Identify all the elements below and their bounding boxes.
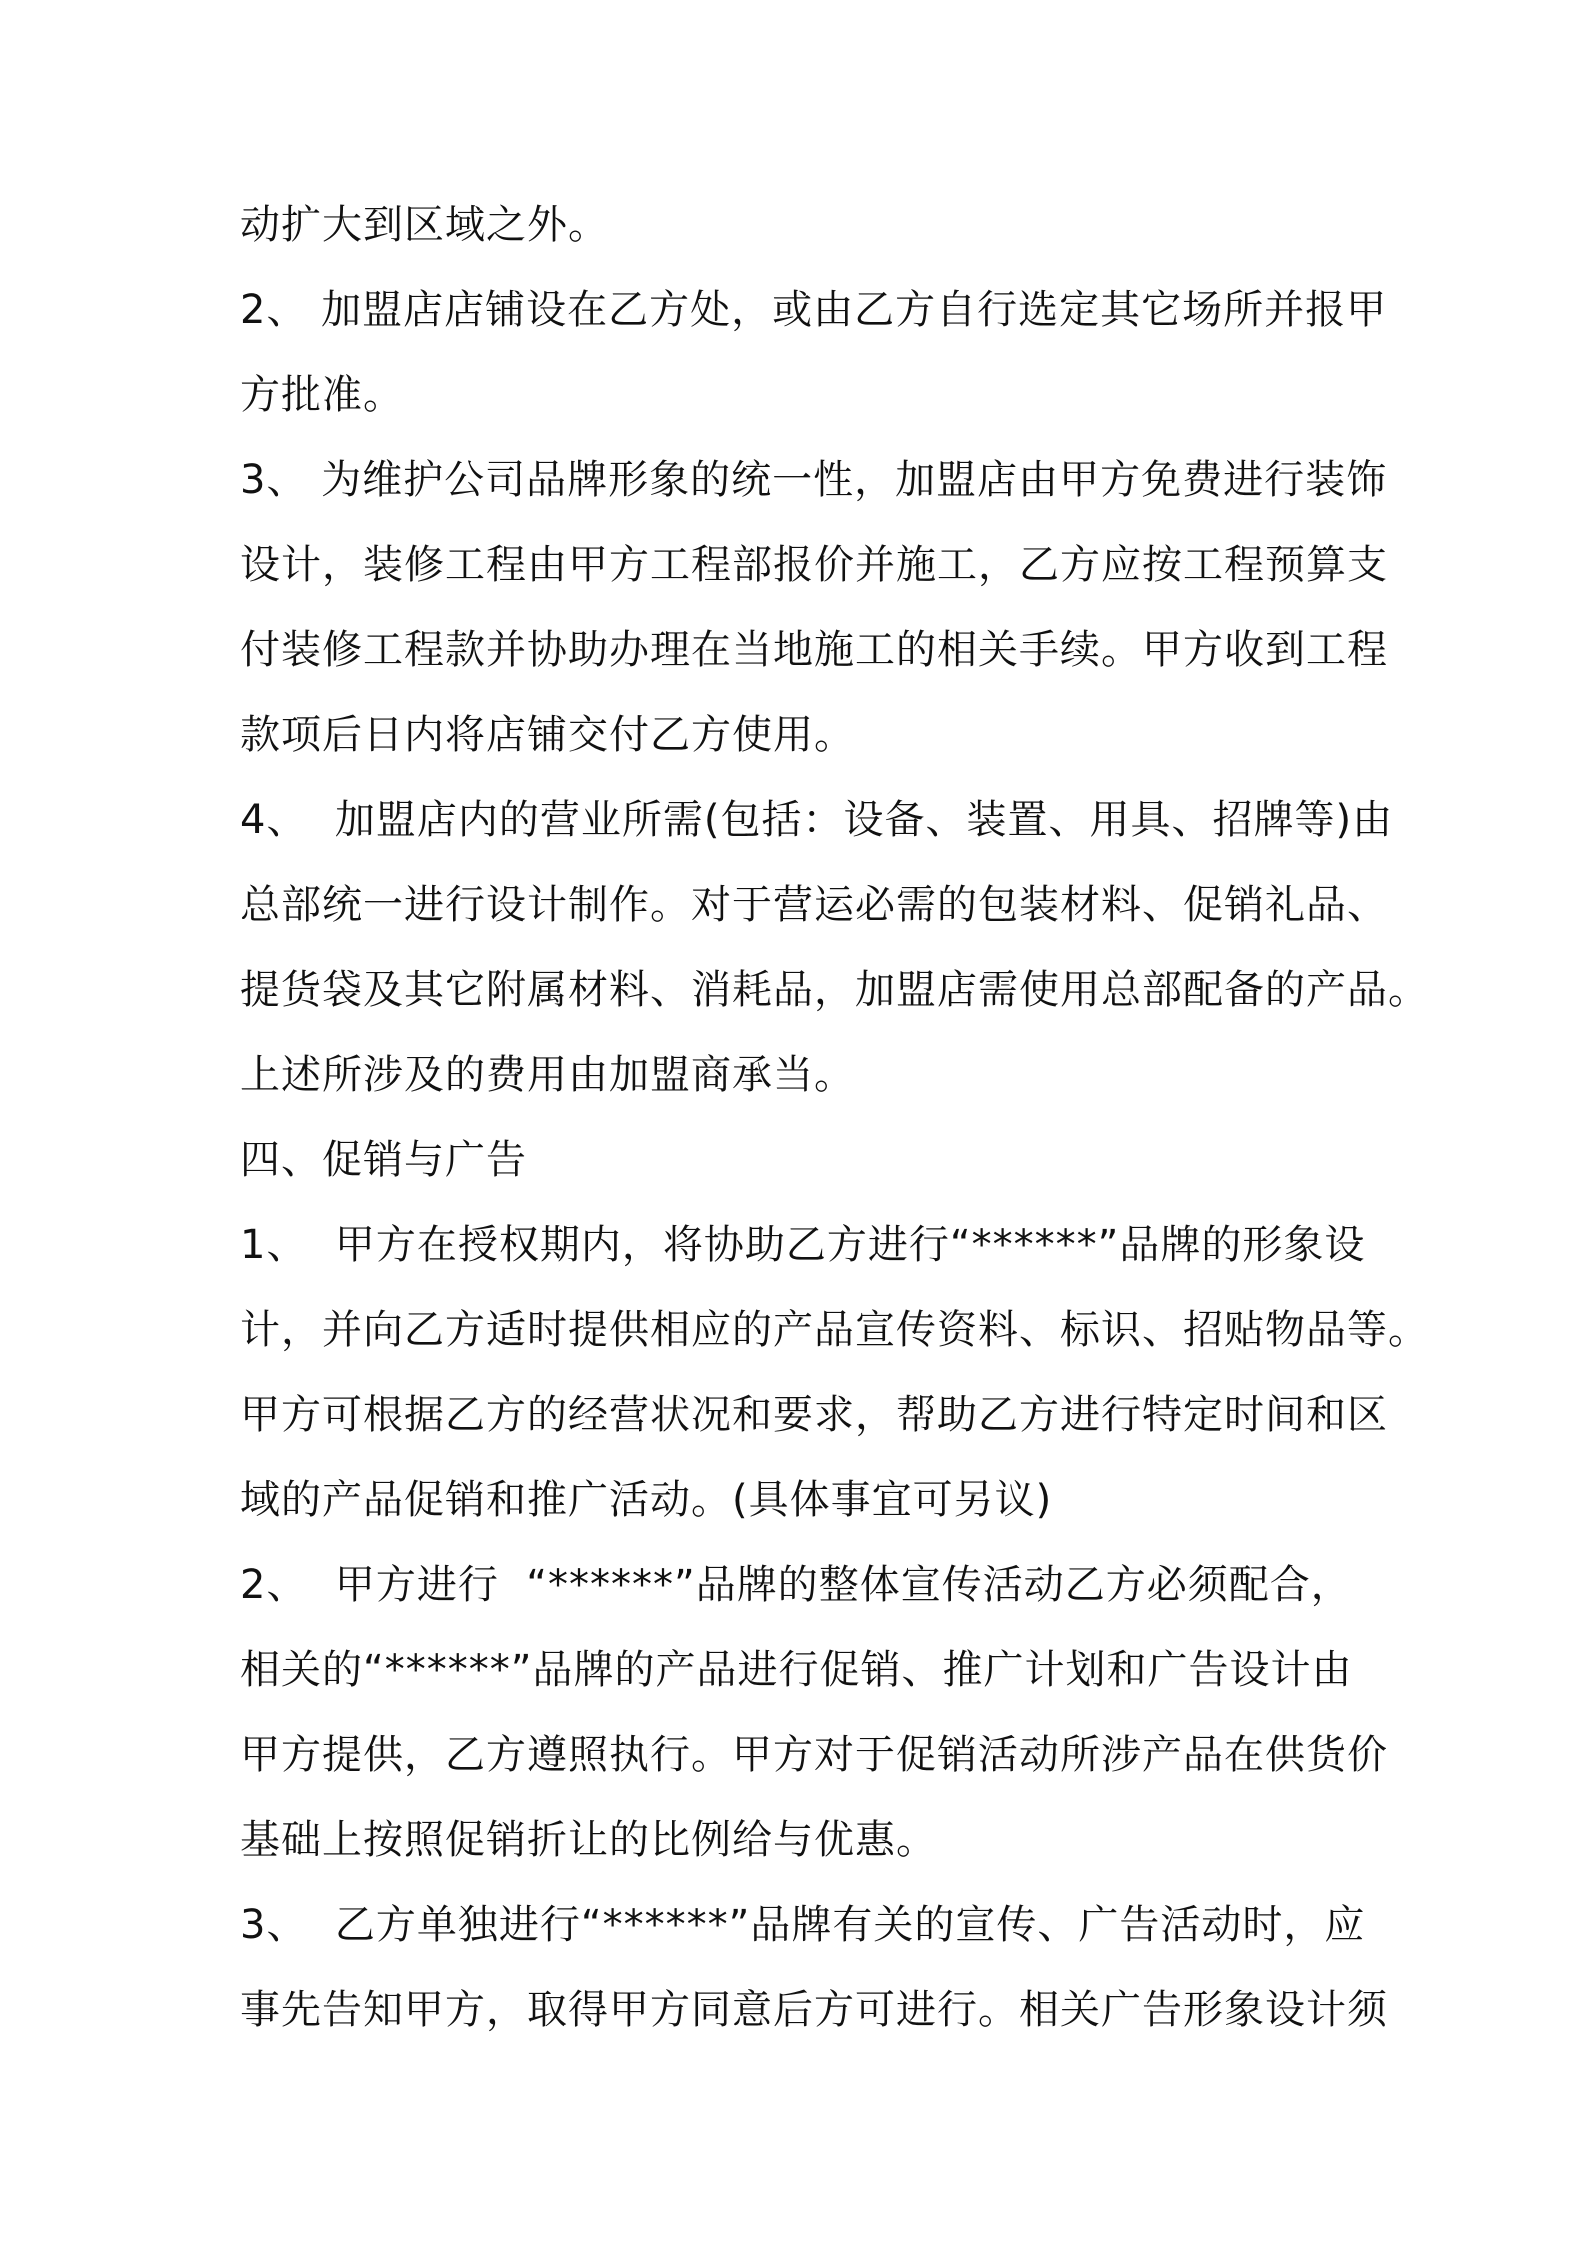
text-line: 提货袋及其它附属材料、消耗品，加盟店需使用总部配备的产品。 [240, 967, 1429, 1013]
clause-3-line: 3、 为维护公司品牌形象的统一性，加盟店由甲方免费进行装饰 [240, 457, 1388, 503]
text-line: 方批准。 [240, 372, 404, 418]
text-line: 甲方提供，乙方遵照执行。甲方对于促销活动所涉产品在供货价 [240, 1732, 1388, 1778]
text-line: 总部统一进行设计制作。对于营运必需的包装材料、促销礼品、 [240, 882, 1388, 928]
text-line: 域的产品促销和推广活动。(具体事宜可另议) [240, 1477, 1053, 1523]
clause-2-line: 2、 甲方进行 “******”品牌的整体宣传活动乙方必须配合， [240, 1562, 1352, 1608]
clause-2-line: 2、 加盟店店铺设在乙方处，或由乙方自行选定其它场所并报甲 [240, 287, 1388, 333]
clause-1-line: 1、 甲方在授权期内，将协助乙方进行“******”品牌的形象设 [240, 1222, 1366, 1268]
text-line: 相关的“******”品牌的产品进行促销、推广计划和广告设计由 [240, 1647, 1353, 1693]
clause-4-line: 4、 加盟店内的营业所需(包括：设备、装置、用具、招牌等)由 [240, 797, 1394, 843]
text-line: 设计，装修工程由甲方工程部报价并施工，乙方应按工程预算支 [240, 542, 1388, 588]
text-line: 动扩大到区域之外。 [240, 202, 609, 248]
text-line: 付装修工程款并协助办理在当地施工的相关手续。甲方收到工程 [240, 627, 1388, 673]
text-line: 款项后日内将店铺交付乙方使用。 [240, 712, 855, 758]
text-line: 事先告知甲方，取得甲方同意后方可进行。相关广告形象设计须 [240, 1987, 1388, 2033]
text-line: 上述所涉及的费用由加盟商承当。 [240, 1052, 855, 1098]
section-heading: 四、促销与广告 [240, 1137, 527, 1183]
text-line: 计，并向乙方适时提供相应的产品宣传资料、标识、招贴物品等。 [240, 1307, 1429, 1353]
text-line: 甲方可根据乙方的经营状况和要求，帮助乙方进行特定时间和区 [240, 1392, 1388, 1438]
text-line: 基础上按照促销折让的比例给与优惠。 [240, 1817, 937, 1863]
clause-3-line: 3、 乙方单独进行“******”品牌有关的宣传、广告活动时，应 [240, 1902, 1366, 1948]
